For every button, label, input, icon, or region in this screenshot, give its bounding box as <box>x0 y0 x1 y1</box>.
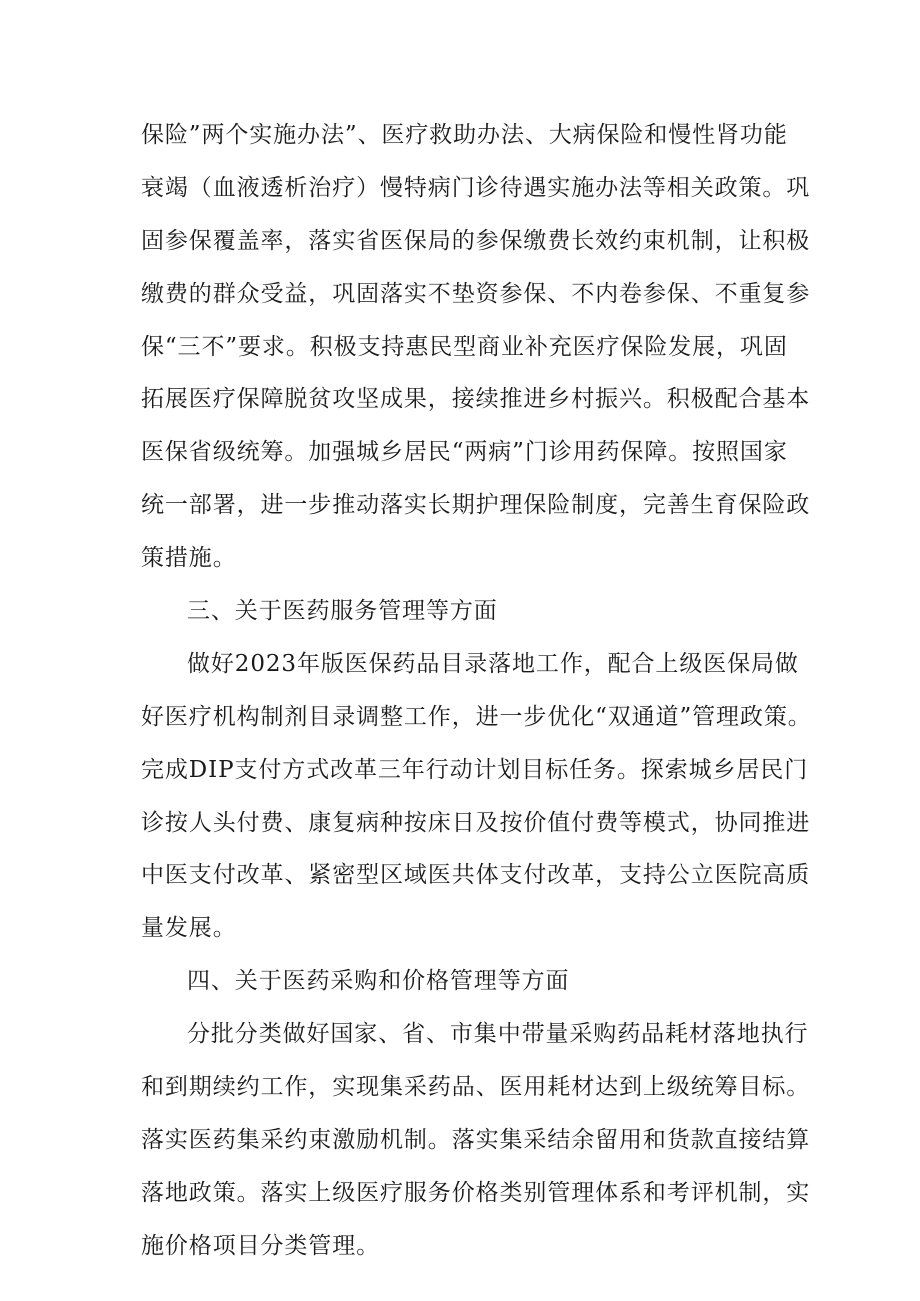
text-line: 量发展。 <box>141 915 237 942</box>
text-line: 落地政策。落实上级医疗服务价格类别管理体系和考评机制，实 <box>141 1179 811 1206</box>
text-line: 和到期续约工作，实现集采药品、医用耗材达到上级统筹目标。 <box>141 1074 811 1101</box>
text-line: 完成DIP支付方式改革三年行动计划目标任务。探索城乡居民门 <box>141 756 809 783</box>
text-line: 落实医药集采约束激励机制。落实集采结余留用和货款直接结算 <box>141 1126 811 1153</box>
paragraph-procurement-pricing <box>141 1008 811 1272</box>
text-line: 诊按人头付费、康复病种按床日及按价值付费等模式，协同推进 <box>141 809 811 836</box>
text-line: 中医支付改革、紧密型区域医共体支付改革，支持公立医院高质 <box>141 862 811 889</box>
text-line: 统一部署，进一步推动落实长期护理保险制度，完善生育保险政 <box>141 492 811 519</box>
text-line: 拓展医疗保障脱贫攻坚成果，接续推进乡村振兴。积极配合基本 <box>141 386 811 413</box>
text-line: 医保省级统筹。加强城乡居民“两病”门诊用药保障。按照国家 <box>141 439 788 466</box>
text-line: 好医疗机构制剂目录调整工作，进一步优化“双通道”管理政策。 <box>141 703 812 730</box>
text-line: 策措施。 <box>141 545 237 572</box>
text-line: 做好2023年版医保药品目录落地工作，配合上级医保局做 <box>187 650 799 677</box>
text-line: 保“三不”要求。积极支持惠民型商业补充医疗保险发展，巩固 <box>141 333 788 360</box>
text-line: 保险”两个实施办法”、医疗救助办法、大病保险和慢性肾功能 <box>141 122 788 148</box>
paragraph-insurance-policies <box>141 109 811 585</box>
text-line: 施价格项目分类管理。 <box>141 1232 380 1259</box>
text-line: 衰竭（血液透析治疗）慢特病门诊待遇实施办法等相关政策。巩 <box>141 174 811 201</box>
paragraph-medical-services <box>141 638 812 955</box>
text-line: 固参保覆盖率，落实省医保局的参保缴费长效约束机制，让积极 <box>141 227 811 254</box>
section-heading-medical-services: 三、关于医药服务管理等方面 <box>187 598 498 625</box>
document-body <box>141 109 812 1273</box>
text-line: 分批分类做好国家、省、市集中带量采购药品耗材落地执行 <box>187 1021 809 1048</box>
text-line: 缴费的群众受益，巩固落实不垫资参保、不内卷参保、不重复参 <box>141 280 811 307</box>
section-heading-procurement-pricing: 四、关于医药采购和价格管理等方面 <box>187 968 570 995</box>
